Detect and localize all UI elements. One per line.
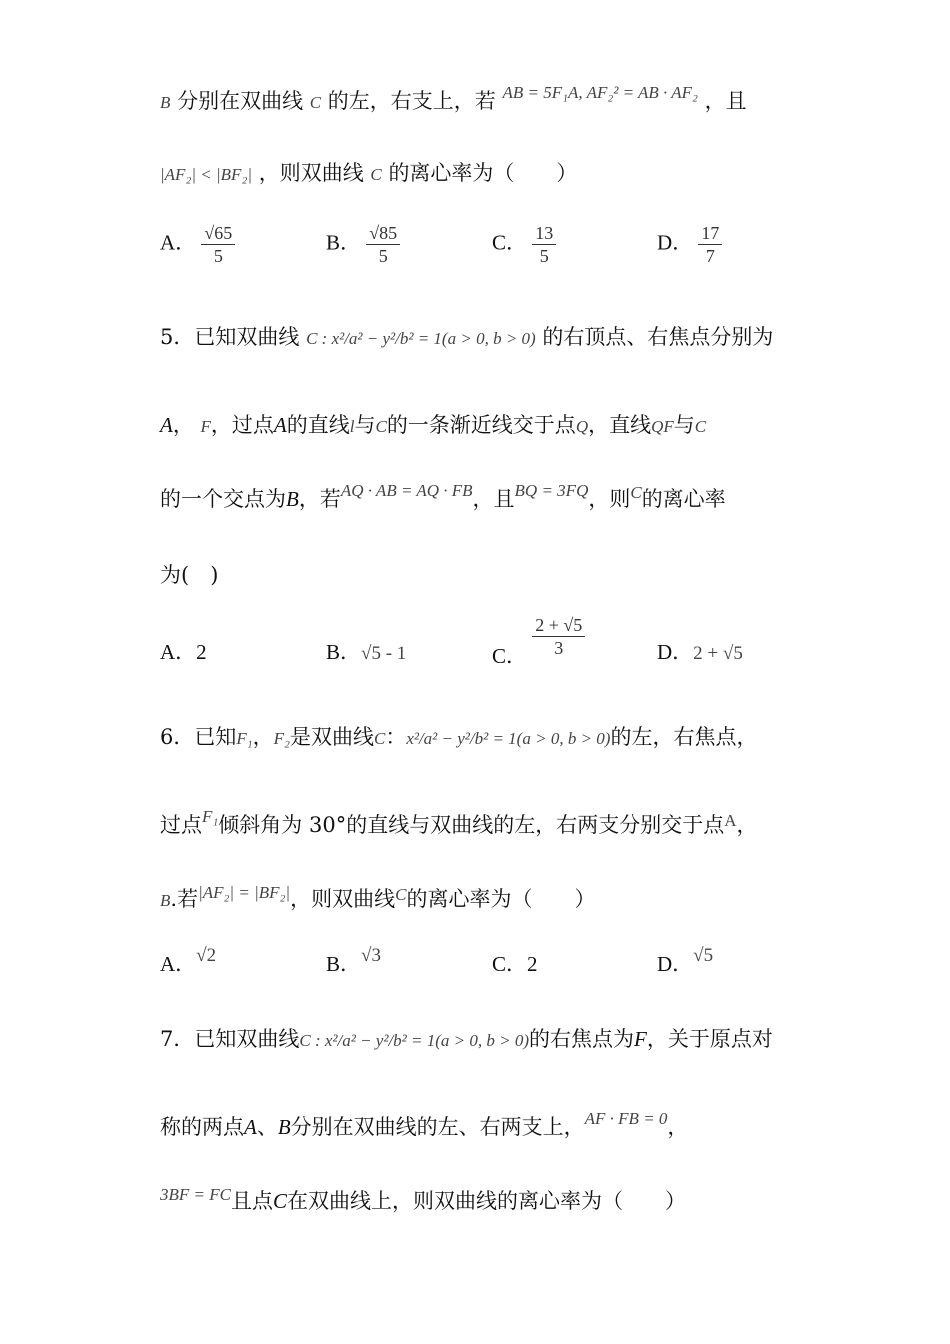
q5-text: ，过点: [210, 413, 274, 437]
option-label: C．: [492, 644, 528, 669]
option-value: √5 - 1: [361, 643, 407, 664]
option-label: D．: [657, 230, 694, 255]
q5-var-F: F: [200, 417, 211, 436]
q6-var-A: A: [724, 811, 737, 830]
q7-line3: [160, 1186, 686, 1218]
option-label: D．: [657, 952, 694, 976]
q6-option-a[interactable]: [160, 945, 217, 978]
q6-text: ，则双曲线: [290, 887, 396, 911]
q4-option-c[interactable]: [492, 222, 556, 267]
q5-hyperbola-equation: C : x²/a² − y²/b² = 1(a > 0, b > 0): [306, 329, 536, 348]
q4-text-3: ，且: [704, 89, 747, 113]
option-value: √2: [196, 945, 217, 966]
q7-vector-ratio: 3BF = FC: [160, 1185, 231, 1204]
q4-option-a[interactable]: [160, 222, 235, 267]
q7-line2: [160, 1109, 689, 1144]
q5-text: 与: [354, 413, 376, 437]
q5-option-b[interactable]: [326, 636, 406, 666]
q5-text: 与: [673, 413, 695, 437]
q5-var-C3: C: [630, 483, 642, 502]
option-fraction: $\frac{17}{7}$: [698, 222, 722, 267]
q4-abs-inequality: |AF₂| < |BF₂|: [160, 165, 253, 184]
q5-var-C: C: [375, 417, 387, 436]
q6-var-F1b: F₁: [202, 807, 219, 826]
q6-text: 倾斜角为 30°的直线与双曲线的左，右两支分别交于点: [218, 813, 725, 837]
q6-line2: [160, 807, 758, 842]
q7-dot-product: AF · FB = 0: [584, 1109, 668, 1128]
q5-vector-equation: AQ · AB = AQ · FB: [340, 481, 473, 500]
option-label: C．: [492, 952, 528, 976]
q6-hyperbola-equation: x²/a² − y²/b² = 1(a > 0, b > 0): [406, 729, 611, 748]
q4-text-4: ，则双曲线: [258, 161, 364, 185]
option-value: √3: [361, 945, 381, 966]
q5-line3: [160, 481, 726, 516]
q6-option-b[interactable]: [326, 945, 381, 978]
q7-prefix: 7．已知双曲线: [160, 1027, 300, 1051]
q4-line1: [160, 83, 747, 118]
q6-text: ，: [736, 813, 758, 837]
q6-text: 是双曲线: [289, 725, 374, 749]
q7-text: 的右焦点为: [529, 1027, 635, 1051]
q5-text: 的一个交点为: [160, 487, 286, 511]
q7-text: 且点: [230, 1189, 273, 1213]
q5-var-l: l: [349, 417, 355, 436]
q5-text: ，且: [472, 487, 515, 511]
q4-text-2: 的左，右支上，若: [327, 89, 496, 113]
option-label: A．: [160, 230, 197, 255]
q5-text: 的离心率: [641, 487, 726, 511]
q7-text: 在双曲线上，则双曲线的离心率为（ ）: [286, 1189, 686, 1213]
option-fraction: $\frac{13}{5}$: [532, 222, 556, 267]
q7-var-B: B: [277, 1115, 291, 1139]
q6-var-C: C: [373, 729, 386, 748]
option-label: B．: [326, 640, 362, 664]
q6-option-d[interactable]: [657, 945, 714, 978]
option-value: 2: [527, 952, 538, 976]
option-fraction: $\frac{√85}{5}$: [366, 222, 400, 267]
q5-prefix: 5．已知双曲线: [160, 325, 300, 349]
option-label: C．: [492, 230, 528, 255]
q6-colon: ：: [385, 725, 407, 749]
q4-var-C: C: [309, 93, 322, 112]
option-value: 2: [196, 640, 207, 664]
q6-line3: [160, 884, 595, 916]
q5-text: ，若: [298, 487, 341, 511]
q5-option-d[interactable]: [657, 636, 743, 666]
q5-vector-ratio: BQ = 3FQ: [514, 481, 589, 500]
option-value: 2 + √5: [693, 643, 743, 664]
q4-var-B: B: [160, 93, 171, 112]
q6-option-c[interactable]: [492, 948, 538, 978]
q6-abs-equation: |AF₂| = |BF₂|: [198, 883, 291, 902]
q6-text: 过点: [160, 813, 202, 837]
q5-text: 的一条渐近线交于点: [386, 413, 576, 437]
q5-var-QF: QF: [651, 417, 674, 436]
q7-text: ，: [667, 1115, 689, 1139]
q5-var-A: A: [160, 413, 173, 437]
q7-text: 称的两点: [160, 1115, 244, 1139]
q7-text: 分别在双曲线的左、右两支上，: [290, 1115, 585, 1139]
option-label: B．: [326, 230, 362, 255]
q4-text-1: 分别在双曲线: [177, 89, 304, 113]
q5-var-C2: C: [694, 417, 707, 436]
q4-text-5: 的离心率为（ ）: [388, 161, 578, 185]
q5-text: ，则: [588, 487, 631, 511]
option-value: √5: [693, 945, 714, 966]
q5-text: ，直线: [588, 413, 652, 437]
q6-var-C2: C: [395, 885, 407, 904]
q5-var-Q: Q: [575, 417, 589, 436]
q7-hyperbola-equation: C : x²/a² − y²/b² = 1(a > 0, b > 0): [299, 1031, 530, 1050]
q5-suffix: 的右顶点、右焦点分别为: [542, 325, 774, 349]
q5-var-A2: A: [273, 413, 287, 437]
q7-line1: [160, 1024, 773, 1056]
q6-prefix: 6．已知: [160, 725, 237, 749]
q5-sep: ，: [172, 413, 194, 437]
q7-var-A: A: [244, 1115, 257, 1139]
q7-var-C: C: [272, 1189, 287, 1213]
q5-option-c[interactable]: [492, 614, 585, 669]
q5-option-a[interactable]: [160, 636, 207, 666]
option-fraction: $\frac{√65}{5}$: [201, 222, 235, 267]
q4-option-b[interactable]: [326, 222, 400, 267]
option-fraction: $\frac{2 + √5}{3}$: [532, 614, 585, 659]
option-label: B．: [326, 952, 362, 976]
q6-sep: ，: [252, 725, 274, 749]
q6-text: 的离心率为（ ）: [406, 887, 596, 911]
q4-vector-equation: AB = 5F₁A, AF₂² = AB · AF₂: [502, 83, 698, 102]
option-label: D．: [657, 640, 694, 664]
q5-text: 的直线: [286, 413, 350, 437]
q6-var-F1: F₁: [236, 729, 253, 748]
option-label: A．: [160, 640, 197, 664]
q7-text: ，关于原点对: [646, 1027, 773, 1051]
q7-var-F: F: [634, 1027, 647, 1051]
q4-line2: [160, 158, 577, 190]
q5-line2: [160, 410, 706, 442]
q5-line1: [160, 322, 773, 354]
q6-suffix: 的左，右焦点，: [610, 725, 758, 749]
q6-var-B: B: [160, 891, 171, 910]
q5-line4: 为( ): [160, 563, 219, 587]
q6-line1: [160, 722, 757, 754]
q4-option-d[interactable]: [657, 222, 722, 267]
q5-var-B: B: [286, 487, 299, 511]
q6-var-F2: F₂: [273, 729, 290, 748]
q7-sep: 、: [256, 1115, 278, 1139]
option-label: A．: [160, 952, 197, 976]
q4-var-C2: C: [370, 165, 382, 184]
q6-text: .若: [170, 887, 199, 911]
